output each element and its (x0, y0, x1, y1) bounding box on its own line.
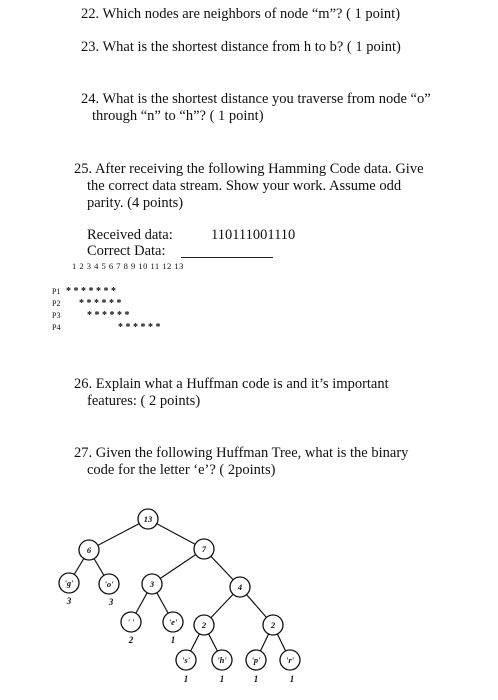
received-data-value: 110111001110 (211, 227, 296, 243)
tree-label-o: 'o' (104, 579, 114, 589)
tree-label-h: 'h' (217, 655, 227, 665)
question-25-line-1: 25. After receiving the following Hamming Code data. Give (74, 161, 424, 177)
parity-label-p4: P4 (52, 323, 61, 332)
tree-label-2b: 2 (270, 620, 276, 630)
tree-weight-r: 1 (289, 674, 295, 684)
tree-label-4: 4 (237, 582, 243, 592)
parity-label-p2: P2 (52, 299, 61, 308)
tree-label-space: ' ' (127, 617, 135, 627)
parity-marks-p2: * * * * * * (79, 298, 122, 309)
question-26-line-2: features: ( 2 points) (87, 393, 201, 409)
question-24-line-2: through “n” to “h”? ( 1 point) (92, 108, 264, 124)
tree-label-7: 7 (201, 544, 207, 554)
parity-marks-p4: * * * * * * (118, 322, 161, 333)
question-25-line-3: parity. (4 points) (87, 195, 184, 211)
parity-marks-p1: * * * * * * * (66, 286, 116, 297)
tree-weight-p: 1 (253, 674, 259, 684)
tree-weight-s: 1 (183, 674, 189, 684)
tree-weight-space: 2 (128, 635, 134, 645)
question-23: 23. What is the shortest distance from h to b? ( 1 point) (81, 39, 401, 55)
question-27-line-2: code for the letter ‘e’? ( 2points) (87, 462, 276, 478)
tree-weight-h: 1 (219, 674, 225, 684)
tree-label-g: 'g' (64, 578, 74, 588)
parity-label-p1: P1 (52, 287, 61, 296)
tree-label-6: 6 (86, 545, 92, 555)
question-25-line-2: the correct data stream. Show your work. Assume odd (87, 178, 402, 194)
correct-data-label: Correct Data: (87, 243, 166, 259)
parity-label-p3: P3 (52, 311, 61, 320)
tree-label-s: 's' (181, 655, 191, 665)
question-22: 22. Which nodes are neighbors of node “m”? ( 1 point) (81, 6, 401, 22)
received-data-label: Received data: (87, 227, 173, 243)
question-24-line-1: 24. What is the shortest distance you traverse from node “o” (81, 91, 431, 107)
tree-weight-o: 3 (108, 597, 114, 607)
tree-label-e: 'e' (168, 617, 178, 627)
tree-label-r: 'r' (285, 655, 295, 665)
bit-position-row: 1 2 3 4 5 6 7 8 9 10 11 12 13 (72, 261, 184, 271)
tree-weight-g: 3 (66, 596, 72, 606)
tree-label-3: 3 (149, 579, 155, 589)
tree-label-p: 'p' (251, 655, 261, 665)
parity-marks-p3: * * * * * * (87, 310, 130, 321)
question-26-line-1: 26. Explain what a Huffman code is and it’s important (74, 376, 389, 392)
tree-label-2a: 2 (201, 620, 207, 630)
tree-weight-e: 1 (170, 635, 176, 645)
tree-label-root: 13 (143, 514, 153, 524)
question-27-line-1: 27. Given the following Huffman Tree, what is the binary (74, 445, 409, 461)
